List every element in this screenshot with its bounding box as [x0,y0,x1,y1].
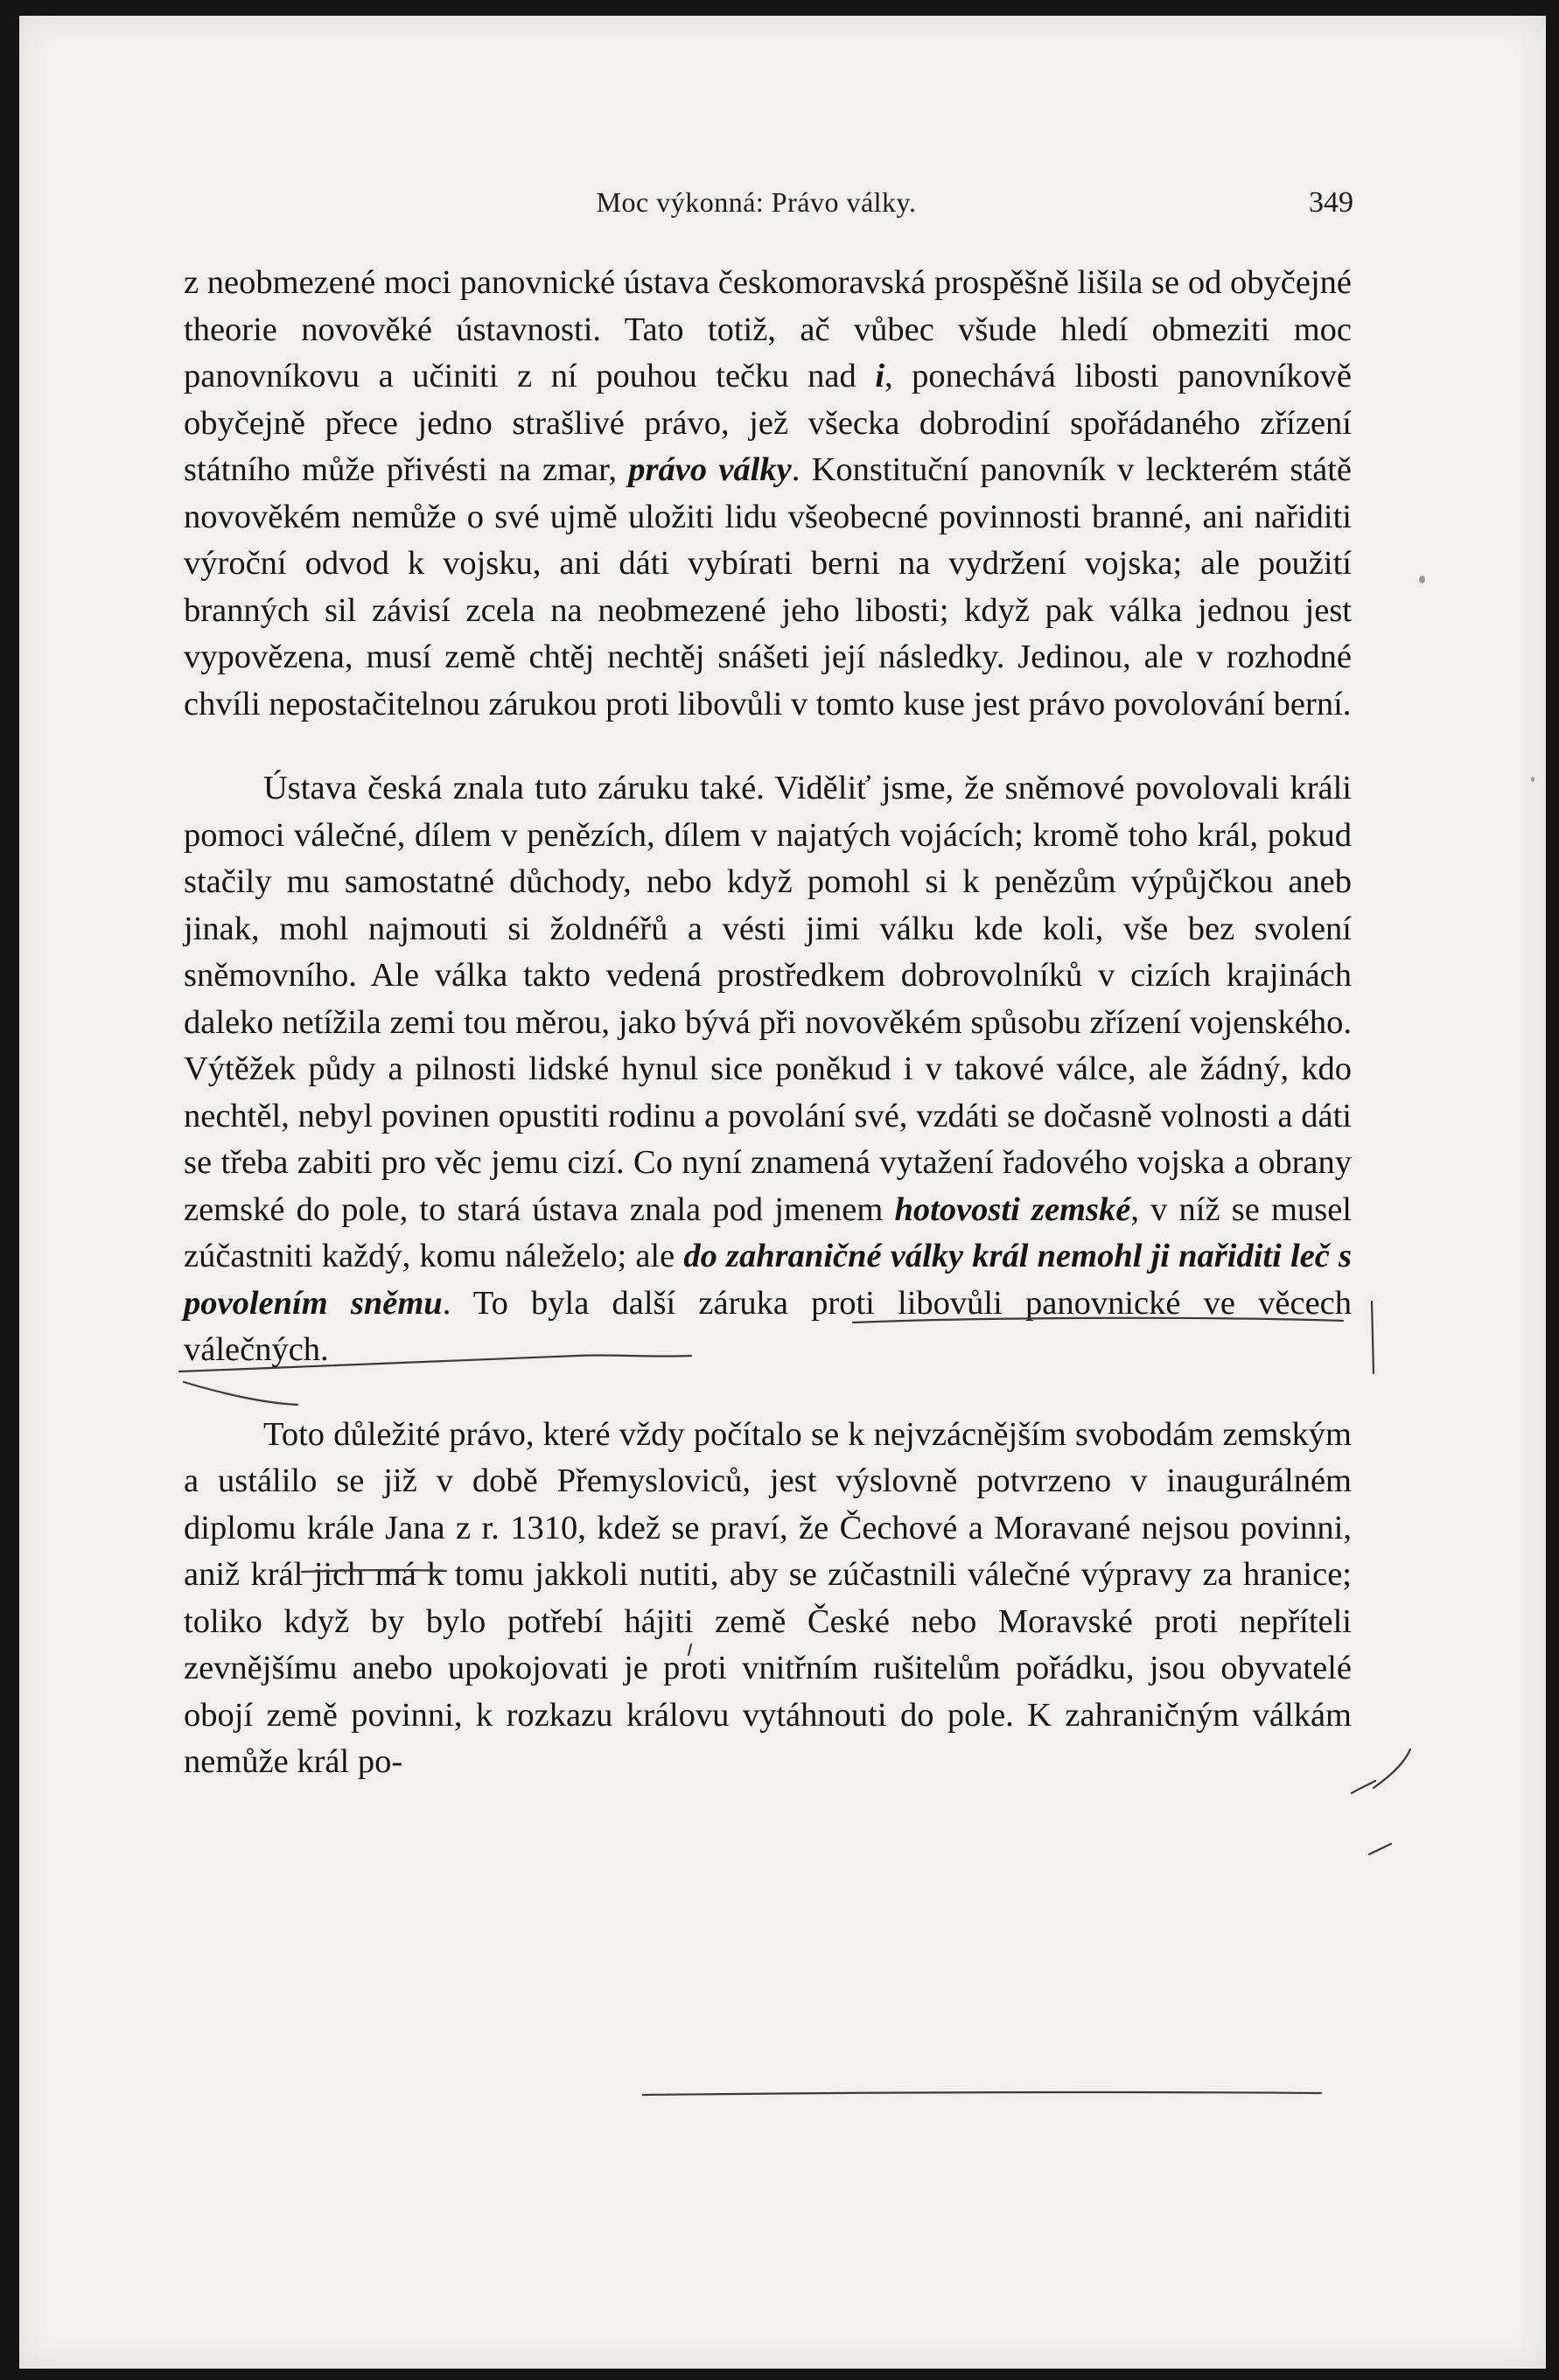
text-run: , ponechává libosti panovníkově obyčejně přece jedno strašlivé právo, jež všecka dobrodiní spořádaného zřízení státního může přivésti na zmar, [184,358,1352,488]
running-head: Moc výkonná: Právo války. [596,186,917,218]
body-text [184,260,1352,1786]
paragraph-2 [184,765,1352,1374]
paragraph-1 [184,260,1352,728]
page-number: 349 [1309,186,1353,219]
page-header [159,186,1353,226]
emphasis-text: hotovosti zemské [894,1190,1131,1228]
text-run: . To byla další záruka proti libovůli panovnické ve věcech válečných. [184,1284,1352,1368]
emphasis-text: i [875,358,885,394]
text-run: . Konstituční panovník v leckterém státě novověkém nemůže o své ujmě uložiti lidu všeobecné povinnosti branné, ani nařiditi výroční odvod k vojsku, ani dáti vybírati berni na vydržení vojska; ale použití branných sil závisí zcela na neobmezené jeho libosti; když pak válka jednou jest vypovězena, musí země chtěj nechtěj snášeti její následky. Jedinou, ale v rozhodné chvíli nepostačitelnou zárukou proti libovůli v tomto kuse jest právo povolování berní. [184,451,1352,722]
text-run: Toto důležité právo, které vždy počítalo se k nejvzácnějším svobodám zemským a ustálilo se již v době Přemysloviců, jest výslovně potvrzeno v inaugurálném diplomu krále Jana z r. 1310, kdež se praví, že Čechové a Moravané nejsou povinni, aniž král jich má k tomu jakkoli nutiti, aby se zúčastnili válečné výpravy za hranice; toliko když by bylo potřebí hájiti země České nebo Moravské proti nepříteli zevnějšímu anebo upokojovati je proti vnitřním rušitelům pořádku, jsou obyvatelé obojí země povinni, k rozkazu královu vytáhnouti do pole. K zahraničným válkám nemůže král po- [184,1415,1352,1780]
ink-speck [1419,576,1425,583]
text-run: Ústava česká znala tuto záruku také. Viděliť jsme, že sněmové povolovali králi pomoci válečné, dílem v penězích, dílem v najatých vojácích; kromě toho král, pokud stačily mu samostatné důchody, nebo když pomohl si k penězům výpůjčkou aneb jinak, mohl najmouti si žoldnéřů a vésti jimi válku kde koli, vše bez svolení sněmovního. Ale válka takto vedená prostředkem dobrovolníků v cizích krajinách daleko netížila zemi tou měrou, jako bývá při novověkém spůsobu zřízení vojenského. Výtěžek půdy a pilnosti lidské hynul sice poněkud i v takové válce, ale žádný, kdo nechtěl, nebyl povinen opustiti rodinu a povolání své, vzdáti se dočasně volnosti a dáti se třeba zabiti pro věc jemu cizí. Co nyní znamená vytažení řadového vojska a obrany zemské do pole, to stará ústava znala pod jmenem [184,770,1352,1228]
ink-speck [1531,777,1535,782]
text-run: z neobmezené moci panovnické ústava českomoravská prospěšně lišila se od obyčejné theorie novověké ústavnosti. Tato totiž, ač vůbec všude hledí obmeziti moc panovníkovu a učiniti z ní pouhou tečku nad [184,264,1352,394]
emphasis-text: do zahraničné války král nemohl ji nařiditi leč s povolením sněmu [184,1238,1352,1322]
book-page [19,16,1546,2369]
emphasis-text: právo války [628,451,792,488]
text-run: , v níž se musel zúčastniti každý, komu náleželo; ale [184,1190,1352,1274]
paragraph-3 [184,1412,1352,1786]
